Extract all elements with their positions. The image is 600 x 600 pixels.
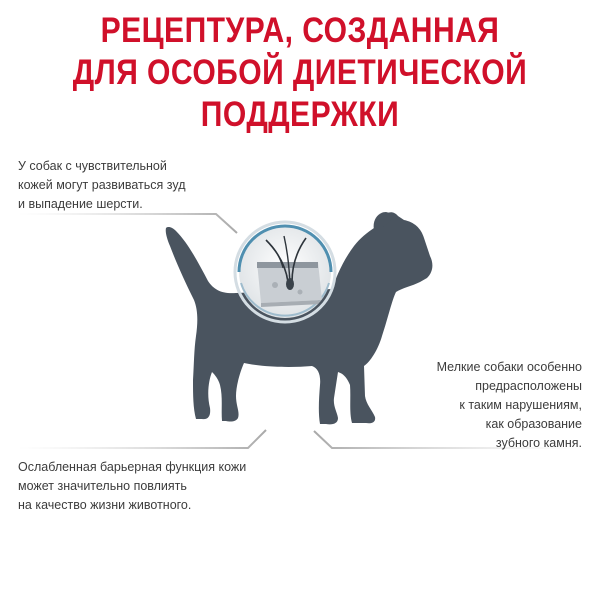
callout-line: У собак с чувствительной: [18, 159, 167, 173]
headline-line-1: РЕЦЕПТУРА, СОЗДАННАЯ: [100, 11, 500, 50]
callout-skin-barrier: [18, 458, 246, 515]
callout-line: может значительно повлиять: [18, 479, 187, 493]
callout-line: на качество жизни животного.: [18, 498, 192, 512]
callout-line: к таким нарушениям,: [459, 398, 582, 412]
callout-line: зубного камня.: [495, 436, 582, 450]
headline-line-2: ДЛЯ ОСОБОЙ ДИЕТИЧЕСКОЙ: [72, 53, 528, 92]
callout-line: Мелкие собаки особенно: [436, 360, 582, 374]
callout-dental-tartar: [437, 358, 582, 453]
callout-sensitive-skin: [18, 157, 186, 214]
callout-line: как образование: [485, 417, 582, 431]
callout-line: Ослабленная барьерная функция кожи: [18, 460, 247, 474]
callout-line: и выпадение шерсти.: [18, 197, 143, 211]
callout-line: кожей могут развиваться зуд: [18, 178, 186, 192]
callout-line: предрасположены: [475, 379, 582, 393]
headline-line-3: ПОДДЕРЖКИ: [200, 95, 400, 134]
skin-hair-cross-section-icon: [235, 222, 335, 322]
